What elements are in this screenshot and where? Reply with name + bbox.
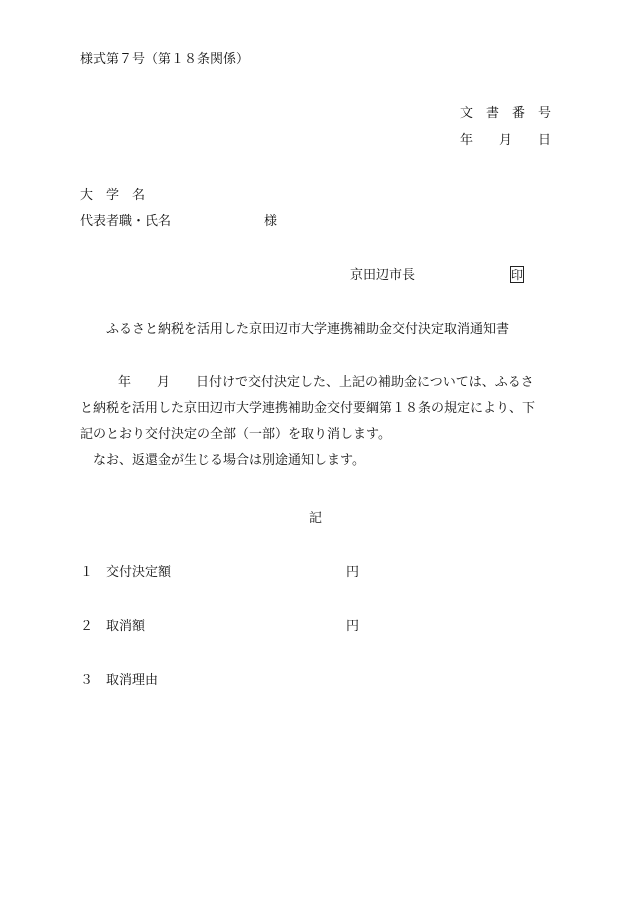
item-1-label: 交付決定額 bbox=[106, 565, 172, 580]
recipient-university: 大 学 名 bbox=[80, 188, 146, 203]
document-date: 年 月 日 bbox=[460, 133, 552, 148]
item-3-label: 取消理由 bbox=[106, 673, 159, 688]
item-1-number: １ bbox=[80, 565, 94, 580]
issuer-name: 京田辺市長 bbox=[350, 268, 416, 283]
form-number: 様式第７号（第１８条関係） bbox=[80, 52, 250, 67]
body-line-1: 年 月 日付けで交付決定した、上記の補助金については、ふるさ bbox=[92, 375, 534, 390]
body-line-4: なお、返還金が生じる場合は別途通知します。 bbox=[80, 453, 365, 468]
item-1-unit: 円 bbox=[346, 565, 360, 580]
body-paragraph bbox=[80, 370, 550, 474]
item-2-number: ２ bbox=[80, 619, 94, 634]
document-number: 文 書 番 号 bbox=[460, 106, 552, 121]
body-line-2: と納税を活用した京田辺市大学連携補助金交付要綱第１８条の規定により、下 bbox=[80, 401, 536, 416]
document-title: ふるさと納税を活用した京田辺市大学連携補助金交付決定取消通知書 bbox=[106, 322, 510, 337]
body-line-3: 記のとおり交付決定の全部（一部）を取り消します。 bbox=[80, 427, 391, 442]
ki-heading: 記 bbox=[309, 511, 323, 526]
item-3-number: ３ bbox=[80, 673, 94, 688]
recipient-honorific: 様 bbox=[264, 214, 278, 229]
item-2-unit: 円 bbox=[346, 619, 360, 634]
item-2-label: 取消額 bbox=[106, 619, 146, 634]
seal-mark: 印 bbox=[511, 268, 524, 282]
recipient-representative: 代表者職・氏名 bbox=[80, 214, 172, 229]
